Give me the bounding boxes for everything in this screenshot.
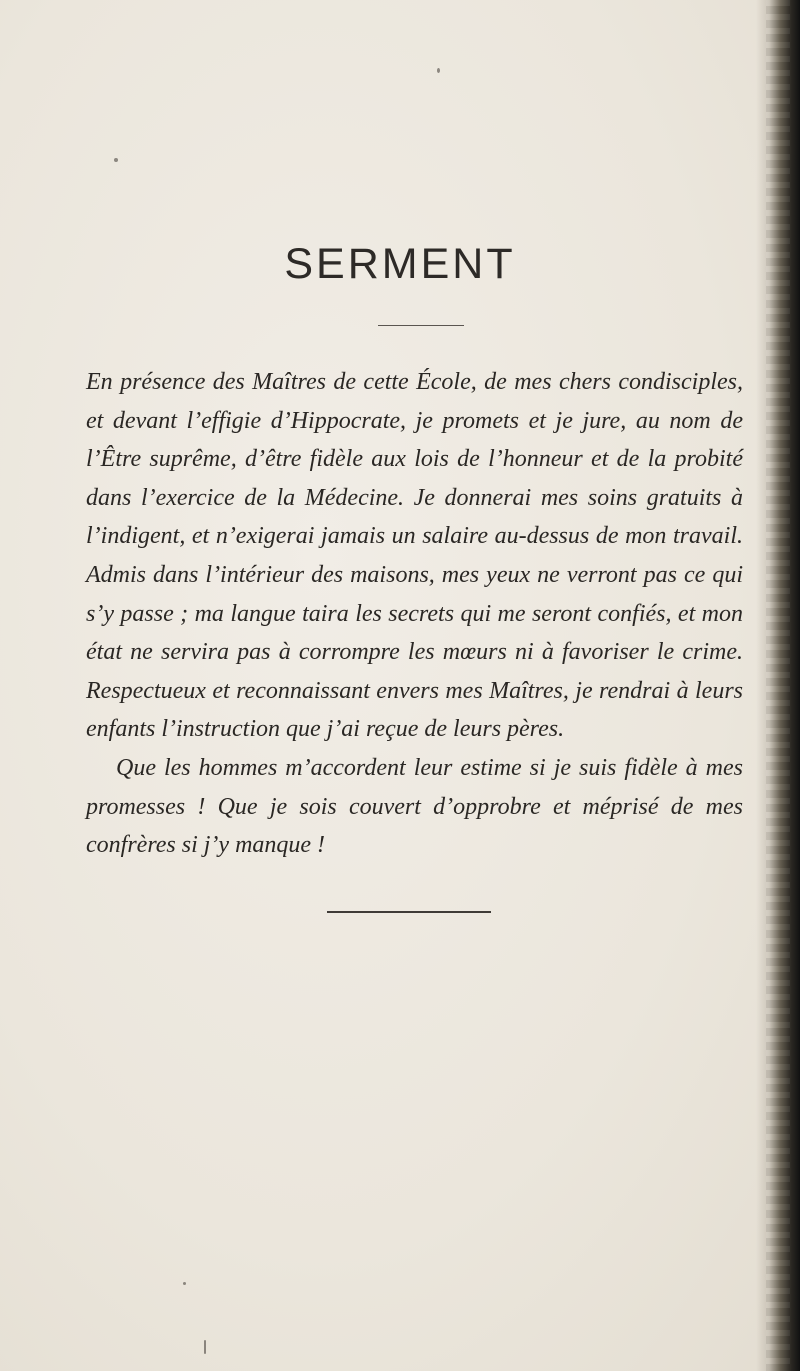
oath-paragraph-2: Que les hommes m’accordent leur estime si je suis fidèle à mes promesses ! Que je sois couvert d’opprobre et méprisé de mes confrères si j’y manque ! bbox=[86, 754, 743, 859]
paper-speck bbox=[204, 1340, 206, 1354]
page-title: SERMENT bbox=[284, 240, 516, 288]
oath-text bbox=[86, 363, 743, 865]
paper-speck bbox=[437, 68, 440, 73]
paper-speck bbox=[114, 158, 118, 162]
paper-speck bbox=[183, 1282, 186, 1285]
oath-paragraph-1: En présence des Maîtres de cette École, de mes chers condisciples, et devant l’effigie d’Hippocrate, je promets et je jure, au nom de l’Être suprême, d’être fidèle aux lois de l’honneur et de la probité dans l’exercice de la Médecine. Je donnerai mes soins gratuits à l’indigent, et n’exigerai jamais un salaire au-dessus de mon travail. Admis dans l’intérieur des maisons, mes yeux ne verront pas ce qui s’y passe ; ma langue taira les secrets qui me seront confiés, et mon état ne servira pas à corrompre les mœurs ni à favoriser le crime. Respectueux et reconnaissant envers mes Maîtres, je rendrai à leurs enfants l’instruction que j’ai reçue de leurs pères. bbox=[86, 369, 743, 743]
closing-divider bbox=[327, 911, 491, 913]
title-divider bbox=[378, 325, 464, 326]
binding-edge-texture bbox=[766, 0, 790, 1371]
